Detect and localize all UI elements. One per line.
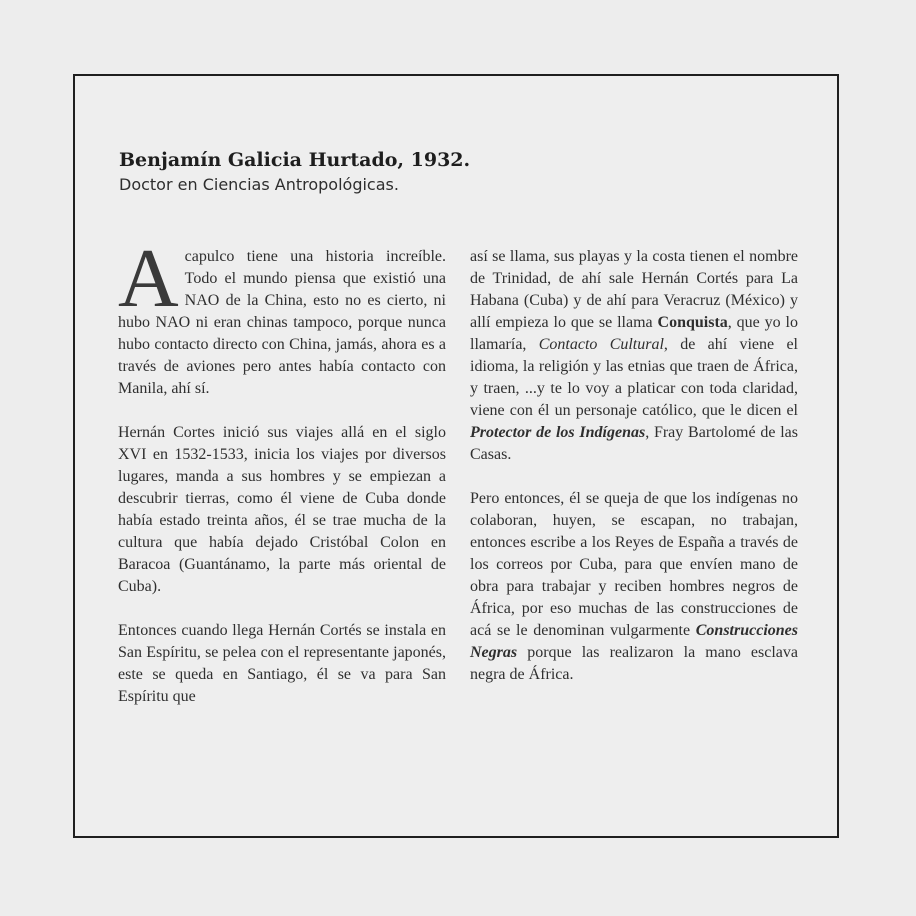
paragraph-5	[470, 488, 798, 686]
contacto-cultural-term: Contacto Cultural	[538, 336, 664, 353]
header	[119, 147, 470, 197]
construcciones-negras-term: Construcciones Negras	[470, 622, 798, 661]
left-column	[118, 232, 446, 730]
paragraph-4-text-a: así se llama, sus playas y la costa tienen el nombre de Trinidad, de ahí sale Hernán Cortés para La Habana (Cuba) y de ahí para Veracruz (México) y allí empieza lo que se llama	[470, 248, 798, 331]
drop-cap: A	[118, 232, 179, 325]
paragraph-5-text-c: porque las realizaron la mano esclava negra de África.	[470, 644, 798, 683]
author-subtitle: Doctor en Ciencias Antropológicas.	[119, 175, 399, 194]
paragraph-1	[118, 232, 446, 400]
paragraph-2: Hernán Cortes inició sus viajes allá en el siglo XVI en 1532-1533, inicia los viajes por diversos lugares, manda a sus hombres y se empiezan a descubrir tierras, como él viene de Cuba donde había estado treinta años, él se trae mucha de la cultura que había dejado Cristóbal Colon en Baracoa (Guantánamo, la parte más oriental de Cuba).	[118, 424, 446, 595]
paragraph-4	[470, 246, 798, 466]
author-title: Benjamín Galicia Hurtado, 1932.	[119, 149, 471, 171]
paragraph-5-text-a: Pero entonces, él se queja de que los indígenas no colaboran, huyen, se escapan, no trabajan, entonces escribe a los Reyes de España a través de los correos por Cuba, para que envíen mano de obra para trabajar y reciben hombres negros de África, por eso muchas de las construcciones de acá se le denominan vulgarmente	[470, 490, 798, 639]
paragraph-4-text-g: , Fray Bartolomé de las Casas.	[470, 424, 798, 463]
paragraph-4-text-c: , que yo lo llamaría,	[470, 314, 798, 353]
paragraph-4-text-e: , de ahí viene el idioma, la religión y las etnias que traen de África, y traen, ...y te lo voy a platicar con toda claridad, viene con él un personaje católico, que le dicen el	[470, 336, 798, 419]
right-column	[470, 246, 798, 708]
conquista-term: Conquista	[657, 314, 728, 331]
paragraph-3: Entonces cuando llega Hernán Cortés se instala en San Espíritu, se pelea con el representante japonés, este se queda en Santiago, él se va para San Espíritu que	[118, 622, 446, 705]
paragraph-1-text: capulco tiene una historia increíble. Todo el mundo piensa que existió una NAO de la China, esto no es cierto, ni hubo NAO ni eran chinas tampoco, porque nunca hubo contacto directo con China, jamás, ahora es a través de aviones pero antes había contacto con Manila, ahí sí.	[118, 248, 446, 397]
protector-term: Protector de los Indígenas	[470, 424, 646, 441]
